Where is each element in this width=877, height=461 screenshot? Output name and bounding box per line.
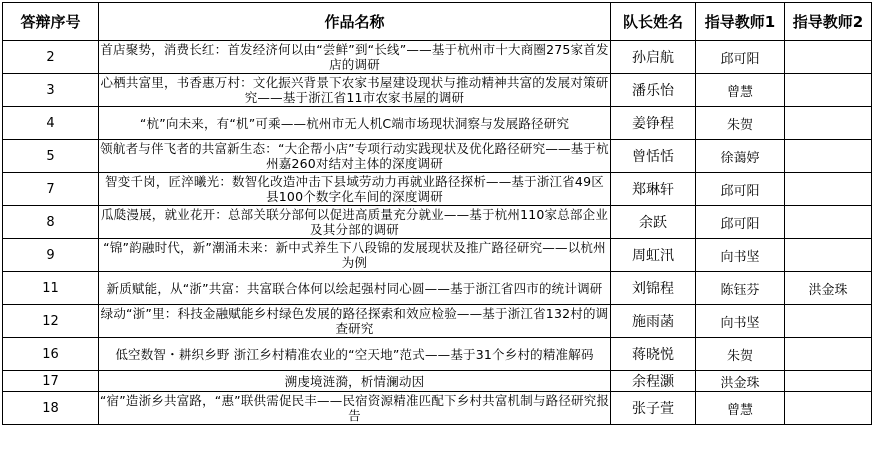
cell-teacher1: 邱可阳 xyxy=(696,173,785,206)
cell-seq: 18 xyxy=(3,392,99,425)
cell-teacher1: 陈钰芬 xyxy=(696,272,785,305)
cell-leader: 姜铮程 xyxy=(611,107,696,140)
cell-seq: 5 xyxy=(3,140,99,173)
cell-title: 首店聚势，消费长红：首发经济何以由“尝鲜”到“长线”——基于杭州市十大商圈275家首发店的调研 xyxy=(100,42,609,72)
cell-title: “杭”向未来，有“机”可乘——杭州市无人机C端市场现状洞察与发展路径研究 xyxy=(99,107,611,140)
cell-title: 智变千岗，匠淬曦光：数智化改造冲击下县域劳动力再就业路径探析——基于浙江省49区县100个数字化车间的深度调研 xyxy=(99,173,611,206)
cell-seq: 16 xyxy=(3,338,99,371)
cell-teacher2: 洪金珠 xyxy=(785,272,872,305)
header-leader: 队长姓名 xyxy=(611,3,696,41)
header-row xyxy=(3,3,872,41)
table-row xyxy=(3,206,872,239)
cell-seq: 4 xyxy=(3,107,99,140)
cell-teacher2 xyxy=(785,371,872,392)
header-title: 作品名称 xyxy=(99,3,611,41)
cell-teacher2 xyxy=(785,41,872,74)
cell-leader: 余跃 xyxy=(611,206,696,239)
table-row xyxy=(3,107,872,140)
table-row xyxy=(3,338,872,371)
cell-leader: 张子萱 xyxy=(611,392,696,425)
table-row xyxy=(3,140,872,173)
cell-teacher1: 曾慧 xyxy=(696,392,785,425)
cell-teacher2 xyxy=(785,206,872,239)
cell-teacher1: 向书坚 xyxy=(696,239,785,272)
cell-teacher2 xyxy=(785,173,872,206)
cell-title: “宿”造浙乡共富路，“惠”联供需促民丰——民宿资源精准匹配下乡村共富机制与路径研究报告 xyxy=(99,393,610,423)
header-seq: 答辩序号 xyxy=(3,3,99,41)
cell-teacher2 xyxy=(785,107,872,140)
cell-teacher2 xyxy=(785,140,872,173)
cell-teacher1: 朱贺 xyxy=(696,107,785,140)
cell-teacher1: 洪金珠 xyxy=(696,371,785,392)
cell-title: “锦”韵融时代，新”潮涌未来：新中式养生下八段锦的发展现状及推广路径研究——以杭州为例 xyxy=(99,239,611,272)
table-row xyxy=(3,239,872,272)
header-teacher2: 指导教师2 xyxy=(785,3,872,41)
cell-seq: 11 xyxy=(3,272,99,305)
cell-teacher1: 邱可阳 xyxy=(696,206,785,239)
cell-teacher2 xyxy=(785,74,872,107)
cell-teacher1: 曾慧 xyxy=(696,74,785,107)
defense-schedule-table xyxy=(2,2,872,425)
table-row xyxy=(3,392,872,425)
cell-leader: 郑琳轩 xyxy=(611,173,696,206)
table-row xyxy=(3,173,872,206)
table-row xyxy=(3,371,872,392)
cell-seq: 9 xyxy=(3,239,99,272)
cell-teacher2 xyxy=(785,305,872,338)
cell-title: 低空数智・耕织乡野 浙江乡村精准农业的“空天地”范式——基于31个乡村的精准解码 xyxy=(99,338,611,371)
cell-teacher1: 徐蔼婷 xyxy=(696,140,785,173)
cell-title: 新质赋能，从“浙”共富：共富联合体何以绘起强村同心圆——基于浙江省四市的统计调研 xyxy=(99,272,611,305)
cell-leader: 蒋晓悦 xyxy=(611,338,696,371)
cell-teacher1: 向书坚 xyxy=(696,305,785,338)
cell-seq: 7 xyxy=(3,173,99,206)
cell-leader: 刘锦程 xyxy=(611,272,696,305)
cell-seq: 12 xyxy=(3,305,99,338)
cell-title: 心栖共富里，书香惠万村：文化振兴背景下农家书屋建设现状与推动精神共富的发展对策研究——基于浙江省11市农家书屋的调研 xyxy=(100,75,609,105)
cell-title: 瓜瓞漫展，就业花开：总部关联分部何以促进高质量充分就业——基于杭州110家总部企业及其分部的调研 xyxy=(99,206,611,239)
cell-teacher2 xyxy=(785,338,872,371)
cell-seq: 8 xyxy=(3,206,99,239)
cell-seq: 3 xyxy=(3,74,99,107)
table-row xyxy=(3,74,872,107)
cell-teacher1: 邱可阳 xyxy=(696,41,785,74)
cell-leader: 周虹汛 xyxy=(611,239,696,272)
table-row xyxy=(3,305,872,338)
cell-seq: 2 xyxy=(3,41,99,74)
cell-leader: 孙启航 xyxy=(611,41,696,74)
table-row xyxy=(3,272,872,305)
cell-seq: 17 xyxy=(3,371,99,392)
cell-teacher2 xyxy=(785,239,872,272)
cell-leader: 余程灏 xyxy=(611,371,696,392)
header-teacher1: 指导教师1 xyxy=(696,3,785,41)
cell-title: 溯虔境涟漪，析情澜动因 xyxy=(99,371,611,392)
cell-leader: 潘乐怡 xyxy=(611,74,696,107)
cell-leader: 施雨菡 xyxy=(611,305,696,338)
cell-title: 领航者与伴飞者的共富新生态：“大企帮小店”专项行动实践现状及优化路径研究——基于杭州嘉260对结对主体的深度调研 xyxy=(100,141,609,171)
cell-teacher1: 朱贺 xyxy=(696,338,785,371)
table-row xyxy=(3,41,872,74)
cell-title: 绿动“浙”里：科技金融赋能乡村绿色发展的路径探索和效应检验——基于浙江省132村的调查研究 xyxy=(99,305,611,338)
cell-leader: 曾恬恬 xyxy=(611,140,696,173)
cell-teacher2 xyxy=(785,392,872,425)
